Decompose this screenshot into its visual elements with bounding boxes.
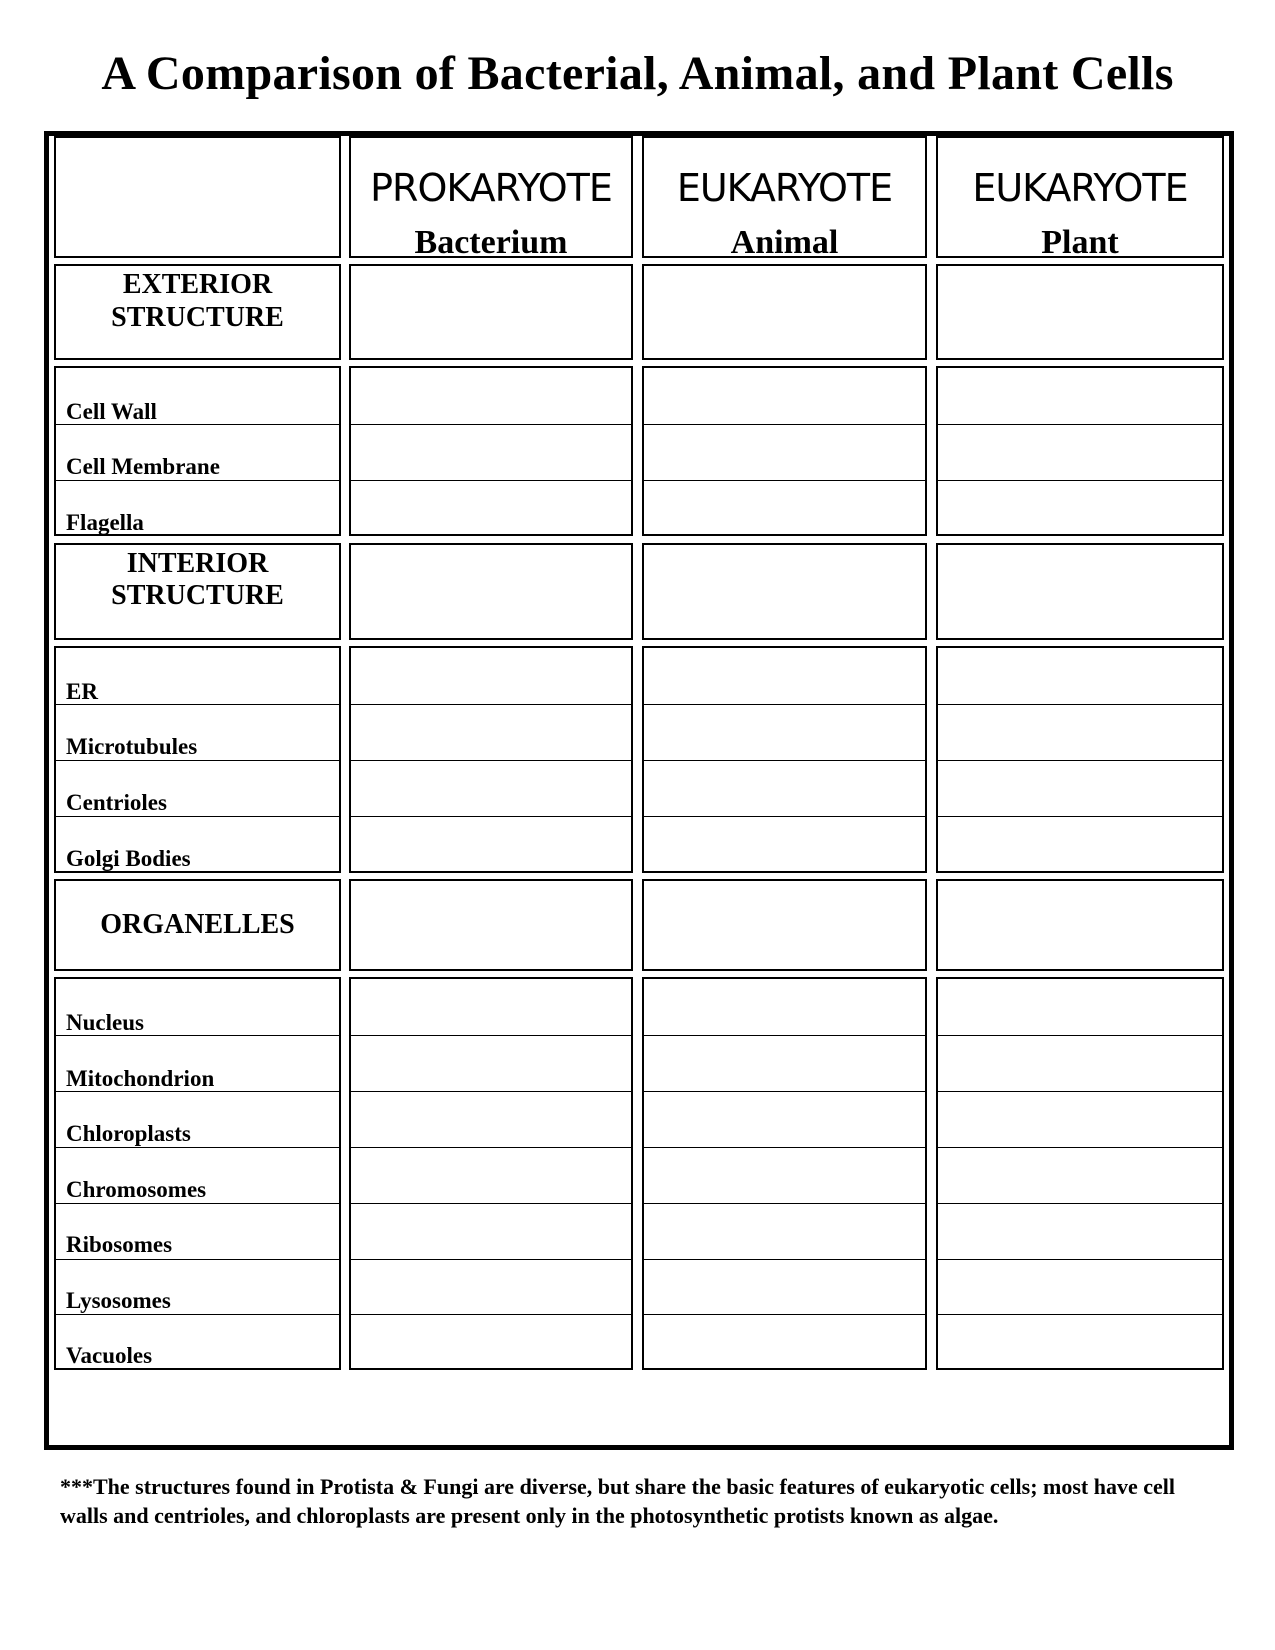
comparison-table: [44, 131, 1234, 1450]
answer-cell[interactable]: [642, 543, 927, 640]
answer-column-block[interactable]: [936, 646, 1224, 873]
exterior-heading-cell: [54, 264, 341, 360]
answer-cell[interactable]: [936, 543, 1224, 640]
header-row: [49, 136, 1229, 261]
label-chromosomes: Chromosomes: [66, 1177, 207, 1202]
label-chloroplasts: Chloroplasts: [66, 1121, 191, 1146]
header-plant: [936, 136, 1224, 261]
answer-column-block[interactable]: [349, 366, 633, 536]
answer-cell[interactable]: [936, 879, 1224, 971]
interior-items-block: [49, 646, 1229, 873]
label-lysosomes: Lysosomes: [66, 1288, 171, 1313]
page-title: A Comparison of Bacterial, Animal, and Plant Cells: [101, 47, 1174, 100]
header-name-bacterium: Bacterium: [414, 224, 568, 261]
label-microtubules: Microtubules: [66, 734, 198, 759]
footnote: ***The structures found in Protista & Fungi are diverse, but share the basic features of eukaryotic cells; most have cell walls and centrioles, and chloroplasts are present only in the photosynthetic protists known as algae.: [60, 1474, 1175, 1528]
answer-cell[interactable]: [936, 264, 1224, 360]
answer-cell[interactable]: [349, 543, 633, 640]
exterior-labels-cell: [54, 366, 341, 536]
header-name-animal: Animal: [730, 224, 839, 261]
interior-labels-cell: [54, 646, 341, 873]
label-nucleus: Nucleus: [66, 1010, 144, 1035]
answer-column-block[interactable]: [642, 646, 927, 873]
organelles-heading-row: [49, 879, 1229, 971]
label-er: ER: [66, 679, 98, 704]
answer-column-block[interactable]: [349, 646, 633, 873]
header-type-prokaryote: PROKARYOTE: [370, 166, 612, 210]
answer-cell[interactable]: [349, 264, 633, 360]
exterior-heading-line2: STRUCTURE: [111, 302, 284, 333]
interior-heading-cell: [54, 543, 341, 640]
label-centrioles: Centrioles: [66, 790, 167, 815]
label-cell-membrane: Cell Membrane: [66, 454, 220, 479]
header-name-plant: Plant: [1041, 224, 1119, 261]
answer-column-block[interactable]: [936, 366, 1224, 536]
organelles-heading-cell: [54, 879, 341, 971]
label-golgi-bodies: Golgi Bodies: [66, 846, 191, 871]
label-ribosomes: Ribosomes: [66, 1232, 173, 1257]
answer-cell[interactable]: [642, 264, 927, 360]
header-empty-cell: [54, 136, 341, 258]
header-type-eukaryote-animal: EUKARYOTE: [676, 166, 893, 210]
header-bacterium: [349, 136, 633, 261]
interior-heading-line1: INTERIOR: [126, 548, 269, 579]
exterior-heading-row: [49, 264, 1229, 360]
answer-column-block[interactable]: [349, 977, 633, 1370]
label-cell-wall: Cell Wall: [66, 399, 157, 424]
organelles-heading: ORGANELLES: [100, 909, 295, 940]
label-mitochondrion: Mitochondrion: [66, 1066, 215, 1091]
answer-cell[interactable]: [642, 879, 927, 971]
organelles-items-block: [49, 977, 1229, 1370]
interior-heading-row: [49, 543, 1229, 640]
answer-column-block[interactable]: [936, 977, 1224, 1370]
label-vacuoles: Vacuoles: [66, 1343, 153, 1368]
answer-column-block[interactable]: [642, 977, 927, 1370]
interior-heading-line2: STRUCTURE: [111, 580, 284, 611]
exterior-items-block: [49, 366, 1229, 536]
answer-cell[interactable]: [349, 879, 633, 971]
answer-column-block[interactable]: [642, 366, 927, 536]
header-type-eukaryote-plant: EUKARYOTE: [972, 166, 1188, 210]
header-animal: [642, 136, 927, 261]
organelles-labels-cell: [54, 977, 341, 1370]
exterior-heading-line1: EXTERIOR: [122, 269, 273, 300]
label-flagella: Flagella: [66, 510, 144, 535]
